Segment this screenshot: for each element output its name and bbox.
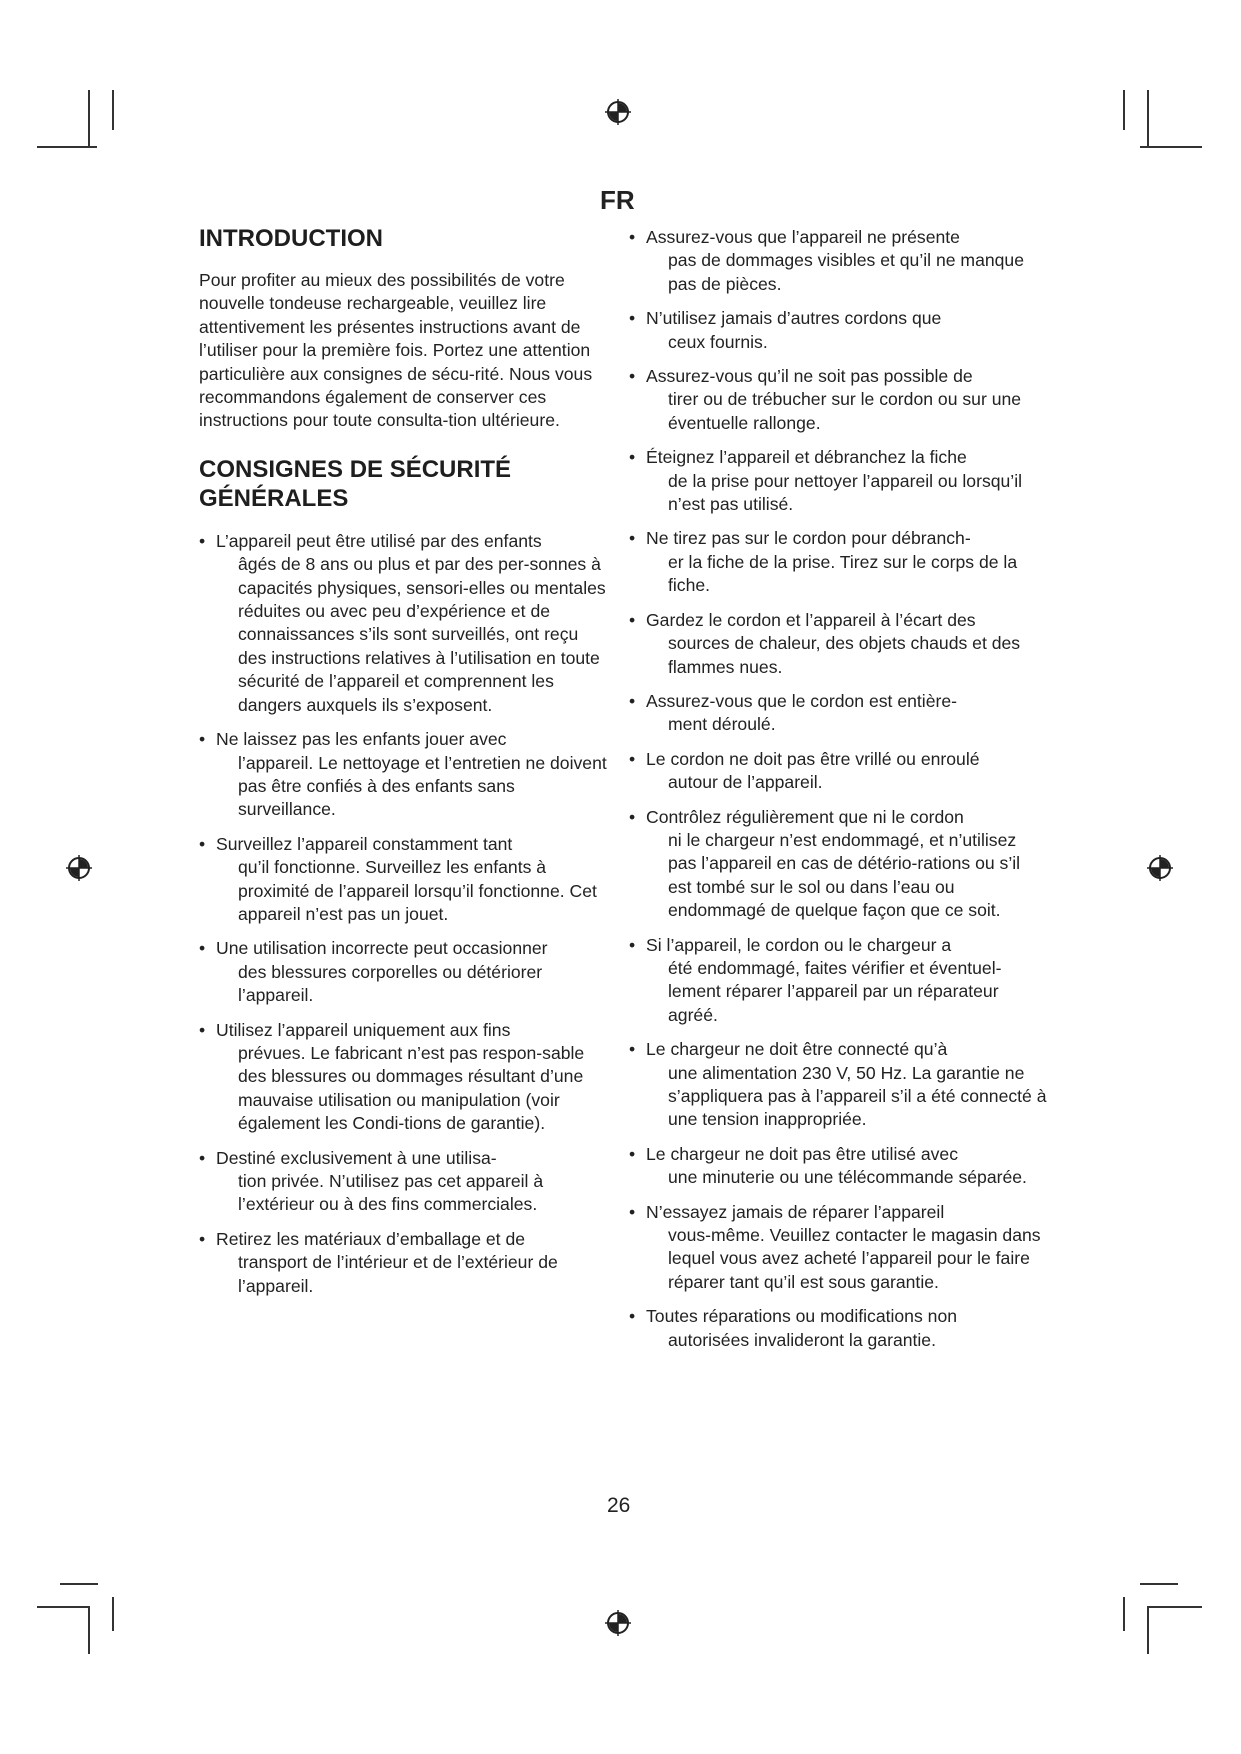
bullet: •: [629, 609, 636, 630]
bullet: •: [629, 748, 636, 769]
bullet: •: [629, 447, 636, 468]
list-item: • Destiné exclusivement à une utilisa- tion privée. N’utilisez pas cet appareil à l’extérieur ou à des fins commerciales.: [199, 1147, 544, 1215]
crop-mark: [37, 1606, 90, 1608]
list-item: • Une utilisation incorrecte peut occasionner des blessures corporelles ou détériorer l’appareil.: [199, 938, 548, 1006]
list-item: • Ne tirez pas sur le cordon pour débranch- er la fiche de la prise. Tirez sur le corps de la fiche.: [629, 528, 1018, 596]
list-item: • Utilisez l’appareil uniquement aux fins prévues. Le fabricant n’est pas respon-sable des blessures ou dommages résultant d’une mauvaise utilisation ou manipulation (voir également les Condi-tions de garantie).: [199, 1019, 585, 1134]
crop-mark: [88, 90, 90, 148]
list-item: • Le chargeur ne doit pas être utilisé avec une minuterie ou une télécommande séparée.: [629, 1143, 1027, 1188]
bullet: •: [629, 366, 636, 387]
list-item: • Assurez-vous que le cordon est entière- ment déroulé.: [629, 690, 957, 735]
bullet: •: [629, 1306, 636, 1327]
list-item: • L’appareil peut être utilisé par des enfants âgés de 8 ans ou plus et par des per-sonnes à capacités physiques, sensori-elles ou mentales réduites ou avec peu d’expérience et de connaissances s’ils sont surveillés, ont reçu des instructions relatives à l’utilisation en toute sécurité de l’appareil et comprennent les dangers auxquels ils s’exposent.: [199, 530, 606, 715]
page-number: 26: [607, 1494, 631, 1517]
safety-heading: CONSIGNES DE SÉCURITÉ GÉNÉRALES: [199, 455, 512, 512]
crop-mark: [1140, 146, 1202, 148]
crop-mark: [1140, 1583, 1178, 1585]
list-item: • Le cordon ne doit pas être vrillé ou enroulé autour de l’appareil.: [629, 748, 980, 793]
list-item: • Contrôlez régulièrement que ni le cordon ni le chargeur n’est endommagé, et n’utilisez pas l’appareil en cas de détério-rations ou s’il est tombé sur le sol ou dans l’eau ou endommagé de quelque façon que ce soit.: [629, 806, 1021, 921]
list-item: • Surveillez l’appareil constamment tant qu’il fonctionne. Surveillez les enfants à proximité de l’appareil lorsqu’il fonctionne. Cet appareil n’est pas un jouet.: [199, 833, 597, 924]
bullet: •: [629, 1143, 636, 1164]
intro-paragraph: Pour profiter au mieux des possibilités de votre nouvelle tondeuse rechargeable, veuillez lire attentivement les présentes instructions avant de l’utiliser pour la première fois. Portez une attention particulière aux consignes de sécu-rité. Nous vous recommandons également de conserver ces instructions pour toute consulta-tion ultérieure.: [199, 270, 593, 431]
right-column: [629, 226, 1047, 1363]
bullet: •: [629, 1039, 636, 1060]
safety-list-right: [629, 226, 1047, 1352]
bullet: •: [629, 528, 636, 549]
list-item: • Ne laissez pas les enfants jouer avec l’appareil. Le nettoyage et l’entretien ne doivent pas être confiés à des enfants sans surveillance.: [199, 729, 607, 820]
crop-mark: [1149, 1606, 1202, 1608]
language-code: FR: [600, 185, 635, 215]
registration-target-icon: [64, 853, 94, 883]
bullet: •: [199, 833, 206, 854]
bullet: •: [199, 1228, 206, 1249]
bullet: •: [629, 806, 636, 827]
crop-mark: [88, 1606, 90, 1654]
list-item: • Si l’appareil, le cordon ou le chargeur a été endommagé, faites vérifier et éventuel-lement réparer l’appareil par un réparateur agréé.: [629, 934, 1002, 1025]
list-item: • Éteignez l’appareil et débranchez la fiche de la prise pour nettoyer l’appareil ou lorsqu’il n’est pas utilisé.: [629, 447, 1023, 515]
bullet: •: [199, 938, 206, 959]
crop-mark: [112, 90, 114, 130]
crop-mark: [60, 1583, 98, 1585]
bullet: •: [629, 934, 636, 955]
registration-target-icon: [603, 97, 633, 127]
list-item: • Gardez le cordon et l’appareil à l’écart des sources de chaleur, des objets chauds et des flammes nues.: [629, 609, 1021, 677]
safety-list-left: [199, 530, 609, 1298]
list-item: • N’utilisez jamais d’autres cordons que ceux fournis.: [629, 308, 942, 352]
crop-mark: [1147, 1606, 1149, 1654]
bullet: •: [629, 308, 636, 329]
bullet: •: [629, 690, 636, 711]
bullet: •: [629, 227, 636, 247]
list-item: • Retirez les matériaux d’emballage et de transport de l’intérieur et de l’extérieur de l’appareil.: [199, 1228, 558, 1296]
list-item: • N’essayez jamais de réparer l’appareil vous-même. Veuillez contacter le magasin dans lequel vous avez acheté l’appareil pour le faire réparer tant qu’il est sous garantie.: [629, 1201, 1041, 1292]
registration-target-icon: [1145, 853, 1175, 883]
crop-mark: [1123, 1597, 1125, 1631]
registration-target-icon: [603, 1608, 633, 1638]
crop-mark: [112, 1597, 114, 1631]
list-item: • Assurez-vous qu’il ne soit pas possible de tirer ou de trébucher sur le cordon ou sur une éventuelle rallonge.: [629, 366, 1022, 433]
crop-mark: [1147, 90, 1149, 148]
list-item: • Le chargeur ne doit être connecté qu’à une alimentation 230 V, 50 Hz. La garantie ne s’appliquera pas à l’appareil s’il a été connecté à une tension inappropriée.: [629, 1039, 1047, 1130]
list-item: • Toutes réparations ou modifications non autorisées invalideront la garantie.: [629, 1306, 958, 1350]
bullet: •: [199, 729, 206, 750]
bullet: •: [199, 1147, 206, 1168]
bullet: •: [629, 1201, 636, 1222]
crop-mark: [1123, 90, 1125, 130]
left-column: [199, 224, 609, 1309]
list-item: • Assurez-vous que l’appareil ne présente pas de dommages visibles et qu’il ne manque pas de pièces.: [629, 227, 1024, 294]
bullet: •: [199, 530, 206, 551]
intro-heading: INTRODUCTION: [199, 225, 383, 252]
bullet: •: [199, 1019, 206, 1040]
